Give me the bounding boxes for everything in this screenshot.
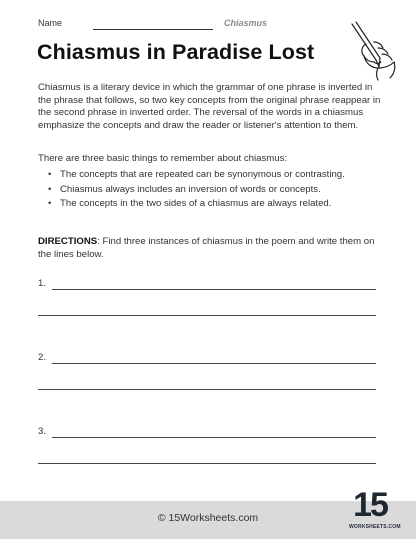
logo-number: 15 xyxy=(353,486,387,524)
answer-number: 3. xyxy=(38,426,47,437)
key-points-list xyxy=(38,169,388,213)
name-label: Name xyxy=(38,18,63,28)
answer-line[interactable] xyxy=(38,315,376,316)
topic-label: Chiasmus xyxy=(224,18,268,28)
bullets-intro: There are three basic things to remember about chiasmus: xyxy=(38,153,288,164)
name-write-line[interactable] xyxy=(93,29,213,30)
list-item: • The concepts in the two sides of a chiasmus are always related. xyxy=(48,198,332,210)
15worksheets-logo[interactable] xyxy=(349,486,401,536)
answer-line[interactable] xyxy=(52,363,376,364)
answer-number: 2. xyxy=(38,352,47,363)
answer-line[interactable] xyxy=(52,289,376,290)
page-title: Chiasmus in Paradise Lost xyxy=(37,40,315,64)
bullet-dot-icon: • xyxy=(48,198,52,210)
answer-line[interactable] xyxy=(38,389,376,390)
directions xyxy=(38,236,378,261)
logo-wordmark: WORKSHEETS.COM xyxy=(349,524,401,530)
list-item: • Chiasmus always includes an inversion of words or concepts. xyxy=(48,183,321,195)
directions-text: : Find three instances of chiasmus in the poem and write them on the lines below. xyxy=(38,236,375,260)
list-item: • The concepts that are repeated can be synonymous or contrasting. xyxy=(48,169,345,180)
intro-paragraph: Chiasmus is a literary device in which the grammar of one phrase is inverted in the phrase that follows, so two key concepts from the original phrase reappear in the second phrase in inverted order. The reversal of the words in a chiasmus emphasize the concepts and draw the reader or listener's attention to them. xyxy=(38,82,381,132)
directions-label: DIRECTIONS xyxy=(38,236,98,247)
footer-copyright[interactable]: © 15Worksheets.com xyxy=(157,512,259,524)
answer-line[interactable] xyxy=(52,437,376,438)
hand-writing-icon xyxy=(346,20,398,82)
bullet-dot-icon: • xyxy=(48,169,52,180)
answer-number: 1. xyxy=(38,278,47,289)
answer-line[interactable] xyxy=(38,463,376,464)
bullet-dot-icon: • xyxy=(48,183,52,195)
